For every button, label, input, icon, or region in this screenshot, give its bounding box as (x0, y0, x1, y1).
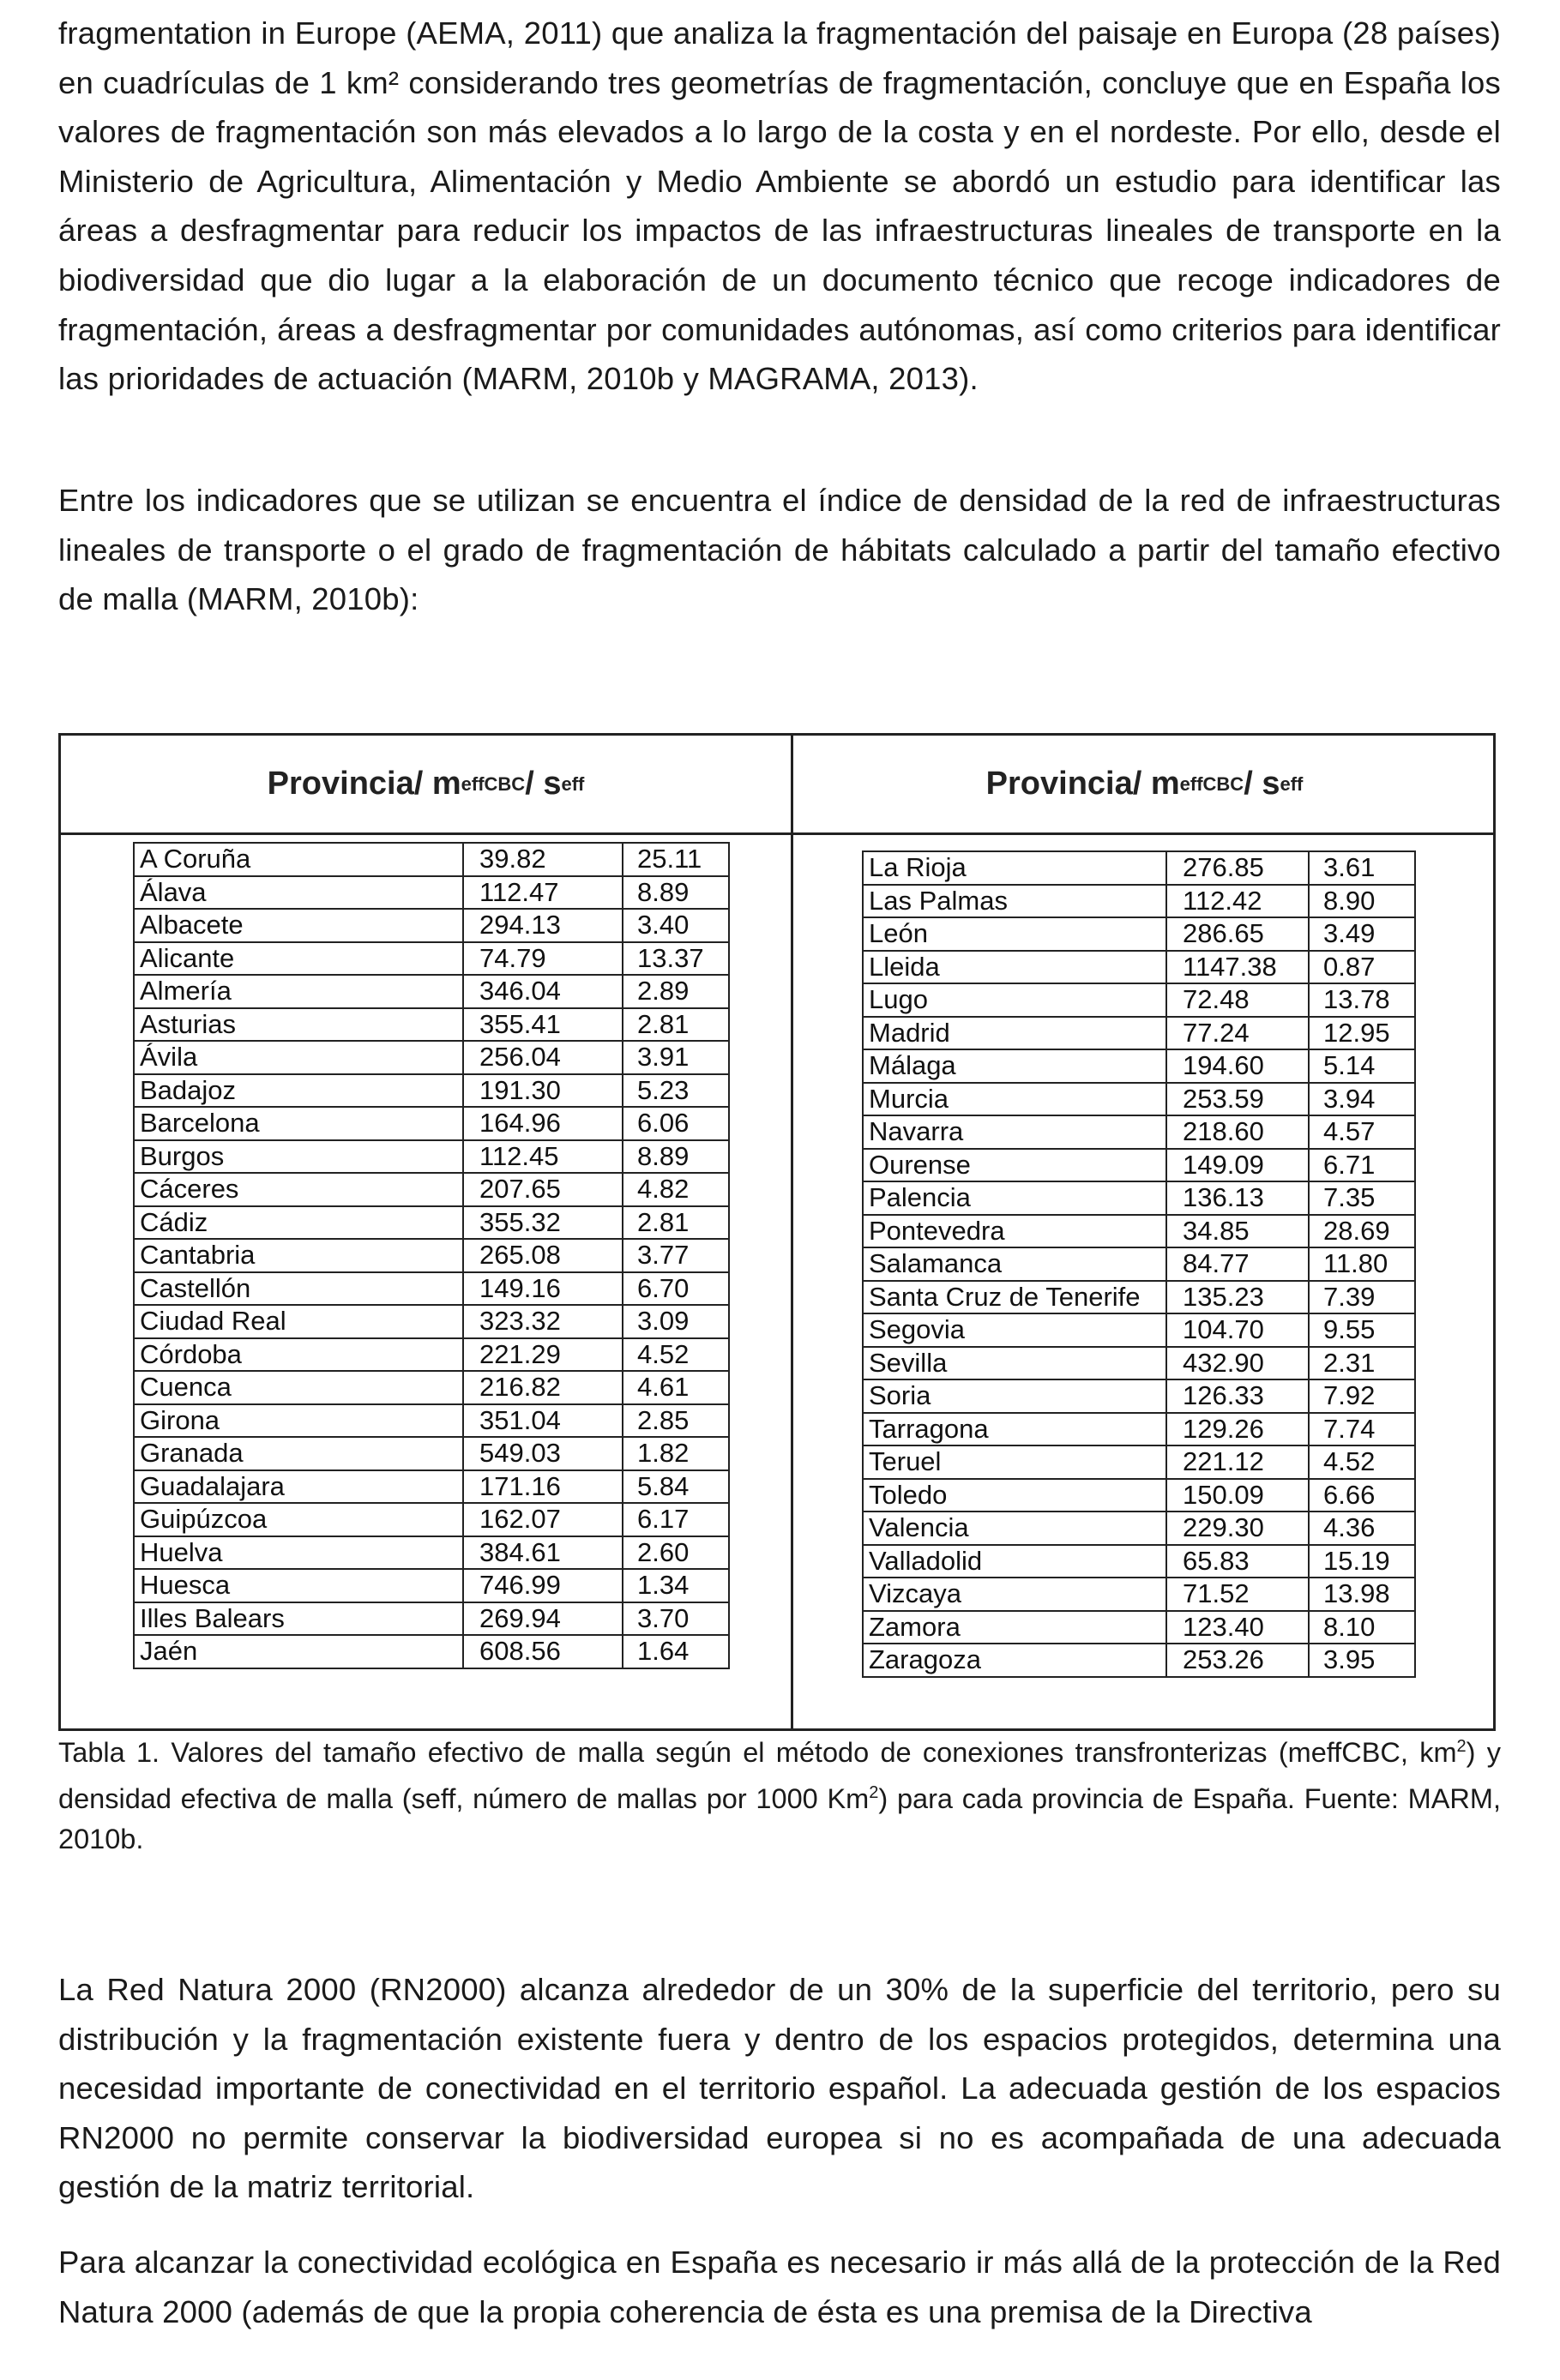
seff-cell: 4.57 (1309, 1115, 1415, 1149)
seff-cell: 3.70 (623, 1602, 729, 1636)
table-row (134, 1404, 729, 1438)
meff-cell: 355.41 (463, 1008, 623, 1042)
meff-cell: 149.16 (463, 1272, 623, 1306)
province-name-cell: Pontevedra (863, 1215, 1166, 1248)
seff-cell: 6.71 (1309, 1149, 1415, 1182)
table-row (863, 1149, 1415, 1182)
seff-cell: 25.11 (623, 843, 729, 876)
province-name-cell: Sevilla (863, 1347, 1166, 1380)
meff-cell: 150.09 (1166, 1479, 1309, 1512)
table-row (134, 975, 729, 1008)
meff-cell: 207.65 (463, 1173, 623, 1206)
seff-cell: 2.85 (623, 1404, 729, 1438)
meff-cell: 112.45 (463, 1140, 623, 1174)
meff-cell: 191.30 (463, 1074, 623, 1108)
seff-cell: 4.82 (623, 1173, 729, 1206)
table-row (134, 1206, 729, 1240)
seff-cell: 8.89 (623, 876, 729, 910)
seff-cell: 6.06 (623, 1107, 729, 1140)
seff-cell: 5.23 (623, 1074, 729, 1108)
table-row (134, 1536, 729, 1570)
meff-cell: 194.60 (1166, 1049, 1309, 1083)
seff-cell: 5.84 (623, 1470, 729, 1504)
table-row (863, 1115, 1415, 1149)
table-row (863, 1644, 1415, 1677)
province-name-cell: Madrid (863, 1017, 1166, 1050)
seff-cell: 7.39 (1309, 1281, 1415, 1314)
table-row (134, 942, 729, 976)
paragraph-fragmentation: fragmentation in Europe (AEMA, 2011) que analiza la fragmentación del paisaje en Europa (28 países) en cuadrículas de 1 km² considerando tres geometrías de fragmentación, concluye que en España los valores de fragmentación son más elevados a lo largo de la costa y en el nordeste. Por ello, desde el Ministerio de Agricultura, Alimentación y Medio Ambiente se abordó un estudio para identificar las áreas a desfragmentar para reducir los impactos de las infraestructuras lineales de transporte en la biodiversidad que dio lugar a la elaboración de un documento técnico que recoge indicadores de fragmentación, áreas a desfragmentar por comunidades autónomas, así como criterios para identificar las prioridades de actuación (MARM, 2010b y MAGRAMA, 2013). (58, 15, 1501, 397)
table-row (863, 917, 1415, 951)
seff-cell: 3.40 (623, 909, 729, 942)
table-row (863, 1281, 1415, 1314)
meff-cell: 71.52 (1166, 1578, 1309, 1611)
meff-cell: 126.33 (1166, 1379, 1309, 1413)
meff-cell: 355.32 (463, 1206, 623, 1240)
table-header-left: Provincia/ m eff CBC / s eff (267, 766, 585, 802)
province-name-cell: Huelva (134, 1536, 463, 1570)
meff-cell: 253.26 (1166, 1644, 1309, 1677)
province-name-cell: Albacete (134, 909, 463, 942)
province-name-cell: Guadalajara (134, 1470, 463, 1504)
province-name-cell: Navarra (863, 1115, 1166, 1149)
province-table-figure (58, 733, 1496, 1731)
table-row (863, 1017, 1415, 1050)
table-row (863, 1578, 1415, 1611)
meff-cell: 74.79 (463, 942, 623, 976)
seff-cell: 4.52 (1309, 1445, 1415, 1479)
province-name-cell: León (863, 917, 1166, 951)
seff-cell: 13.98 (1309, 1578, 1415, 1611)
province-name-cell: Málaga (863, 1049, 1166, 1083)
paragraph-red-natura: La Red Natura 2000 (RN2000) alcanza alrededor de un 30% de la superficie del territorio, pero su distribución y la fragmentación existente fuera y dentro de los espacios protegidos, determina una necesidad importante de conectividad en el territorio español. La adecuada gestión de los espacios RN2000 no permite conservar la biodiversidad europea si no es acompañada de una adecuada gestión de la matriz territorial. (58, 1972, 1501, 2205)
seff-cell: 4.36 (1309, 1512, 1415, 1545)
table-header-right: Provincia/ m eff CBC / s eff (985, 766, 1304, 802)
table-row (863, 1545, 1415, 1578)
table-row (863, 1083, 1415, 1116)
province-name-cell: Barcelona (134, 1107, 463, 1140)
meff-cell: 136.13 (1166, 1181, 1309, 1215)
province-name-cell: Ciudad Real (134, 1305, 463, 1338)
meff-cell: 221.29 (463, 1338, 623, 1372)
province-name-cell: Alicante (134, 942, 463, 976)
table-row (863, 983, 1415, 1017)
province-name-cell: Badajoz (134, 1074, 463, 1108)
table-row (863, 1479, 1415, 1512)
paragraph-conectividad: Para alcanzar la conectividad ecológica en España es necesario ir más allá de la protección de la Red Natura 2000 (además de que la propia coherencia de ésta es una premisa de la Directiva (58, 2245, 1501, 2329)
meff-cell: 72.48 (1166, 983, 1309, 1017)
meff-cell: 39.82 (463, 843, 623, 876)
province-name-cell: Álava (134, 876, 463, 910)
seff-cell: 1.64 (623, 1635, 729, 1668)
table-row (134, 1173, 729, 1206)
seff-cell: 2.89 (623, 975, 729, 1008)
table-caption: Tabla 1. Valores del tamaño efectivo de malla según el método de conexiones transfronterizas (meffCBC, $km^2$) y densidad efectiva de malla (seff, número de mallas por 1000 Km$^2$) para cada provincia de España. Fuente: MARM, 2010b. (58, 1736, 1501, 1854)
meff-cell: 346.04 (463, 975, 623, 1008)
meff-cell: 351.04 (463, 1404, 623, 1438)
province-name-cell: Jaén (134, 1635, 463, 1668)
table-row (134, 1503, 729, 1536)
meff-cell: 84.77 (1166, 1247, 1309, 1281)
seff-cell: 3.61 (1309, 851, 1415, 885)
province-name-cell: Zamora (863, 1611, 1166, 1644)
province-name-cell: Cáceres (134, 1173, 463, 1206)
seff-cell: 4.52 (623, 1338, 729, 1372)
province-name-cell: Girona (134, 1404, 463, 1438)
meff-cell: 229.30 (1166, 1512, 1309, 1545)
meff-cell: 218.60 (1166, 1115, 1309, 1149)
province-name-cell: Santa Cruz de Tenerife (863, 1281, 1166, 1314)
table-row (134, 1107, 729, 1140)
seff-cell: 7.92 (1309, 1379, 1415, 1413)
table-row (134, 1140, 729, 1174)
seff-cell: 2.60 (623, 1536, 729, 1570)
seff-cell: 0.87 (1309, 951, 1415, 984)
table-row (863, 1379, 1415, 1413)
seff-cell: 1.34 (623, 1569, 729, 1602)
table-row (134, 1272, 729, 1306)
table-row (863, 885, 1415, 918)
province-name-cell: Ávila (134, 1041, 463, 1074)
table-row (134, 909, 729, 942)
meff-cell: 216.82 (463, 1371, 623, 1404)
meff-cell: 112.47 (463, 876, 623, 910)
meff-cell: 432.90 (1166, 1347, 1309, 1380)
meff-cell: 549.03 (463, 1437, 623, 1470)
seff-cell: 11.80 (1309, 1247, 1415, 1281)
seff-cell: 3.49 (1309, 917, 1415, 951)
seff-cell: 28.69 (1309, 1215, 1415, 1248)
table-row (134, 1239, 729, 1272)
table-row (134, 876, 729, 910)
province-name-cell: Castellón (134, 1272, 463, 1306)
meff-cell: 286.65 (1166, 917, 1309, 951)
province-name-cell: Ourense (863, 1149, 1166, 1182)
province-name-cell: Segovia (863, 1313, 1166, 1347)
meff-cell: 384.61 (463, 1536, 623, 1570)
table-row (863, 1611, 1415, 1644)
meff-cell: 123.40 (1166, 1611, 1309, 1644)
province-name-cell: Salamanca (863, 1247, 1166, 1281)
meff-cell: 256.04 (463, 1041, 623, 1074)
province-name-cell: Huesca (134, 1569, 463, 1602)
province-name-cell: Valencia (863, 1512, 1166, 1545)
province-name-cell: Lleida (863, 951, 1166, 984)
seff-cell: 3.91 (623, 1041, 729, 1074)
table-row (134, 1041, 729, 1074)
meff-cell: 77.24 (1166, 1017, 1309, 1050)
meff-cell: 112.42 (1166, 885, 1309, 918)
table-row (863, 1445, 1415, 1479)
table-row (863, 1347, 1415, 1380)
table-row (863, 951, 1415, 984)
table-row (134, 1569, 729, 1602)
seff-cell: 3.09 (623, 1305, 729, 1338)
meff-cell: 265.08 (463, 1239, 623, 1272)
table-row (134, 1371, 729, 1404)
province-name-cell: Zaragoza (863, 1644, 1166, 1677)
province-name-cell: Teruel (863, 1445, 1166, 1479)
province-name-cell: Toledo (863, 1479, 1166, 1512)
table-row (863, 1313, 1415, 1347)
province-name-cell: La Rioja (863, 851, 1166, 885)
seff-cell: 2.81 (623, 1206, 729, 1240)
seff-cell: 15.19 (1309, 1545, 1415, 1578)
table-row (134, 1305, 729, 1338)
seff-cell: 13.78 (1309, 983, 1415, 1017)
seff-cell: 4.61 (623, 1371, 729, 1404)
province-name-cell: Murcia (863, 1083, 1166, 1116)
meff-cell: 746.99 (463, 1569, 623, 1602)
province-name-cell: Valladolid (863, 1545, 1166, 1578)
table-row (863, 851, 1415, 885)
table-row (134, 1338, 729, 1372)
meff-cell: 171.16 (463, 1470, 623, 1504)
seff-cell: 13.37 (623, 942, 729, 976)
province-name-cell: Soria (863, 1379, 1166, 1413)
seff-cell: 2.31 (1309, 1347, 1415, 1380)
seff-cell: 9.55 (1309, 1313, 1415, 1347)
meff-cell: 608.56 (463, 1635, 623, 1668)
seff-cell: 8.90 (1309, 885, 1415, 918)
province-name-cell: Lugo (863, 983, 1166, 1017)
seff-cell: 7.35 (1309, 1181, 1415, 1215)
seff-cell: 3.77 (623, 1239, 729, 1272)
province-name-cell: Cantabria (134, 1239, 463, 1272)
table-row (134, 1635, 729, 1668)
province-name-cell: Granada (134, 1437, 463, 1470)
meff-cell: 34.85 (1166, 1215, 1309, 1248)
table-row (134, 1074, 729, 1108)
province-table-left (133, 842, 730, 1669)
meff-cell: 135.23 (1166, 1281, 1309, 1314)
province-name-cell: Las Palmas (863, 885, 1166, 918)
meff-cell: 269.94 (463, 1602, 623, 1636)
seff-cell: 3.94 (1309, 1083, 1415, 1116)
table-row (863, 1215, 1415, 1248)
table-row (863, 1049, 1415, 1083)
province-name-cell: Palencia (863, 1181, 1166, 1215)
seff-cell: 8.10 (1309, 1611, 1415, 1644)
table-row (134, 1008, 729, 1042)
table-row (134, 843, 729, 876)
meff-cell: 1147.38 (1166, 951, 1309, 984)
meff-cell: 276.85 (1166, 851, 1309, 885)
table-row (134, 1602, 729, 1636)
meff-cell: 323.32 (463, 1305, 623, 1338)
seff-cell: 6.70 (623, 1272, 729, 1306)
province-name-cell: Guipúzcoa (134, 1503, 463, 1536)
seff-cell: 2.81 (623, 1008, 729, 1042)
meff-cell: 162.07 (463, 1503, 623, 1536)
table-row (863, 1512, 1415, 1545)
province-name-cell: Almería (134, 975, 463, 1008)
province-name-cell: Asturias (134, 1008, 463, 1042)
seff-cell: 3.95 (1309, 1644, 1415, 1677)
meff-cell: 65.83 (1166, 1545, 1309, 1578)
paragraph-indicators: Entre los indicadores que se utilizan se encuentra el índice de densidad de la red de infraestructuras lineales de transporte o el grado de fragmentación de hábitats calculado a partir del tamaño efectivo de malla (MARM, 2010b): (58, 483, 1501, 617)
table-header-row (61, 736, 1493, 835)
province-name-cell: Cádiz (134, 1206, 463, 1240)
seff-cell: 8.89 (623, 1140, 729, 1174)
meff-cell: 104.70 (1166, 1313, 1309, 1347)
province-name-cell: Tarragona (863, 1413, 1166, 1446)
table-row (863, 1181, 1415, 1215)
table-row (134, 1437, 729, 1470)
seff-cell: 1.82 (623, 1437, 729, 1470)
body-divider (791, 835, 793, 1731)
table-row (863, 1247, 1415, 1281)
table-row (863, 1413, 1415, 1446)
province-name-cell: Vizcaya (863, 1578, 1166, 1611)
meff-cell: 149.09 (1166, 1149, 1309, 1182)
seff-cell: 7.74 (1309, 1413, 1415, 1446)
seff-cell: 6.17 (623, 1503, 729, 1536)
province-table-right (862, 850, 1416, 1678)
seff-cell: 12.95 (1309, 1017, 1415, 1050)
meff-cell: 221.12 (1166, 1445, 1309, 1479)
meff-cell: 294.13 (463, 909, 623, 942)
table-row (134, 1470, 729, 1504)
seff-cell: 5.14 (1309, 1049, 1415, 1083)
province-name-cell: Burgos (134, 1140, 463, 1174)
province-name-cell: Córdoba (134, 1338, 463, 1372)
meff-cell: 129.26 (1166, 1413, 1309, 1446)
meff-cell: 253.59 (1166, 1083, 1309, 1116)
meff-cell: 164.96 (463, 1107, 623, 1140)
province-name-cell: Illes Balears (134, 1602, 463, 1636)
province-name-cell: Cuenca (134, 1371, 463, 1404)
province-name-cell: A Coruña (134, 843, 463, 876)
seff-cell: 6.66 (1309, 1479, 1415, 1512)
